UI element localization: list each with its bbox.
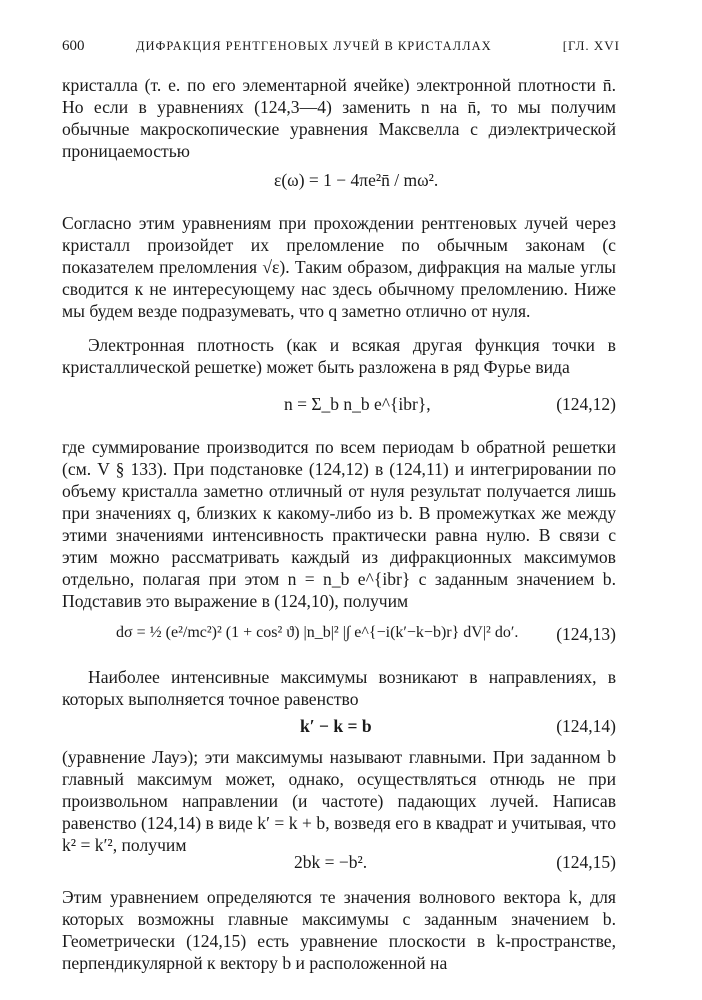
equation-124-14-number: (124,14) (556, 716, 616, 736)
equation-124-13-body: dσ = ½ (e²/mc²)² (1 + cos² ϑ) |n_b|² |∫ e^{−i(k′−k−b)r} dV|² do′. (116, 624, 519, 641)
equation-permittivity-body: ε(ω) = 1 − 4πe²n̄ / mω². (274, 170, 439, 190)
equation-124-14 (62, 716, 616, 746)
paragraph-6 (62, 746, 616, 856)
paragraph-7-text: Этим уравнением определяются те значения волнового вектора k, для которых возможны главные максимумы с заданным значением b. Геометрически (124,15) есть уравнение плоскости в k-пространстве, перпендикулярной к вектору b и расположенной на (62, 887, 616, 973)
equation-124-12-body: n = Σ_b n_b e^{ibr}, (284, 394, 431, 414)
paragraph-2 (62, 212, 616, 322)
equation-124-15 (62, 852, 616, 882)
paragraph-2-text: Согласно этим уравнениям при прохождении рентгеновых лучей через кристалл произойдет их преломление по обычным законам (с показателем преломления √ε). Таким образом, дифракция на малые углы сводится к не интересующему нас здесь обычному преломлению. Ниже мы будем везде подразумевать, что q заметно отлично от нуля. (62, 213, 616, 321)
equation-permittivity (62, 170, 616, 200)
paragraph-3-text: Электронная плотность (как и всякая другая функция точки в кристаллической решетке) может быть разложена в ряд Фурье вида (62, 335, 616, 377)
equation-124-12-number: (124,12) (556, 394, 616, 414)
equation-124-15-number: (124,15) (556, 852, 616, 872)
running-title: ДИФРАКЦИЯ РЕНТГЕНОВЫХ ЛУЧЕЙ В КРИСТАЛЛАХ (136, 39, 492, 53)
paragraph-1 (62, 74, 616, 162)
page-number: 600 (62, 38, 85, 54)
paragraph-4 (62, 436, 616, 612)
paragraph-6-text: (уравнение Лауэ); эти максимумы называют главными. При заданном b главный максимум может, однако, осуществляться отнюдь не при произвольном направлении (и частоте) падающих лучей. Написав равенство (124,14) в виде k′ = k + b, возведя его в квадрат и учитывая, что k² = k′², получим (62, 747, 616, 855)
equation-124-15-body: 2bk = −b². (294, 852, 368, 872)
equation-124-14-body: k′ − k = b (300, 716, 372, 736)
paragraph-5-text: Наиболее интенсивные максимумы возникают в направлениях, в которых выполняется точное равенство (62, 667, 616, 709)
chapter-label: [ГЛ. XVI (562, 38, 620, 53)
equation-124-12 (62, 394, 616, 424)
running-header (62, 38, 620, 58)
paragraph-3 (62, 334, 616, 378)
equation-124-13 (62, 624, 616, 654)
equation-124-13-number: (124,13) (556, 624, 616, 644)
paragraph-1-text: кристалла (т. е. по его элементарной ячейке) электронной плотности n̄. Но если в уравнениях (124,3—4) заменить n на n̄, то мы получим обычные макроскопические уравнения Максвелла с диэлектрической проницаемостью (62, 75, 616, 161)
paragraph-5 (62, 666, 616, 710)
paragraph-4-text: где суммирование производится по всем периодам b обратной решетки (см. V § 133). При подстановке (124,12) в (124,11) и интегрировании по объему кристалла заметно отличный от нуля результат получается лишь при значениях q, близких к какому-либо из b. В промежутках же между этими значениями интенсивность практически равна нулю. В связи с этим можно рассматривать каждый из дифракционных максимумов отдельно, полагая при этом n = n_b e^{ibr} с заданным значением b. Подставив это выражение в (124,10), получим (62, 437, 616, 611)
paragraph-7 (62, 886, 616, 974)
